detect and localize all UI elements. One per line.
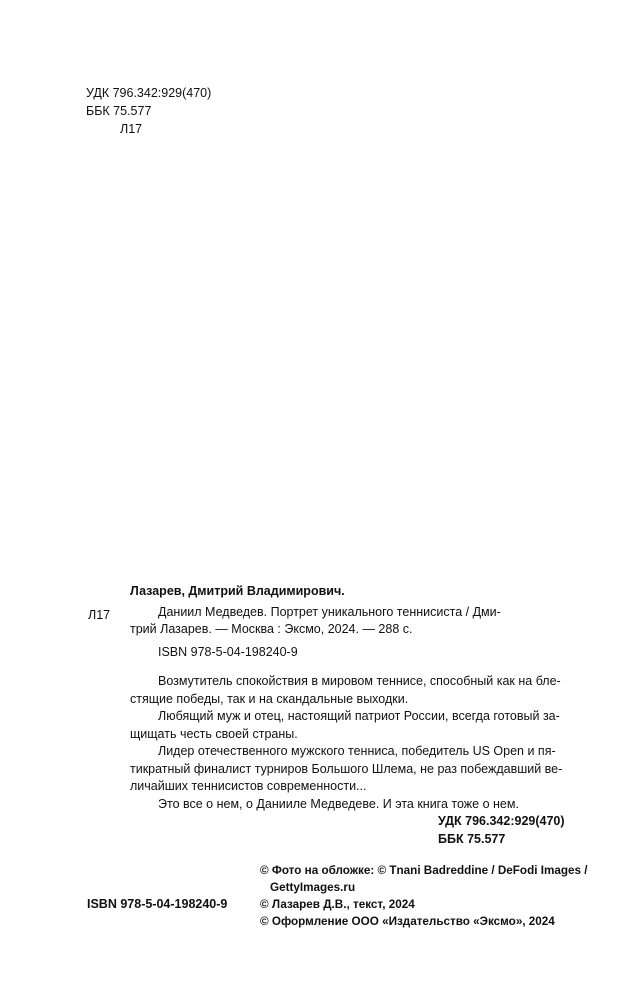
- top-classification: [86, 84, 211, 138]
- copyright-text: © Лазарев Д.В., текст, 2024: [260, 898, 415, 911]
- annotation-line: стящие победы, так и на скандальные выходки.: [130, 691, 409, 706]
- card-bbk: ББК 75.577: [438, 831, 506, 846]
- annotation-line: щищать честь своей страны.: [130, 726, 298, 741]
- udk-index: УДК 796.342:929(470): [86, 86, 212, 100]
- card-udk: УДК 796.342:929(470): [438, 814, 565, 828]
- copyright-photo: © Фото на обложке: © Tnani Badreddine / DeFodi Images /: [260, 864, 588, 877]
- annotation-line: Возмутитель спокойствия в мировом теннисе, способный как на бле-: [158, 674, 561, 688]
- annotation-line: Любящий муж и отец, настоящий патриот России, всегда готовый за-: [158, 709, 560, 723]
- card-isbn: ISBN 978-5-04-198240-9: [158, 644, 298, 659]
- title-line-2: трий Лазарев. — Москва : Эксмо, 2024. — 288 с.: [130, 622, 413, 636]
- annotation-line: Это все о нем, о Данииле Медведеве. И эта книга тоже о нем.: [158, 796, 519, 811]
- author-heading: Лазарев, Дмитрий Владимирович.: [130, 584, 345, 598]
- card-author-mark: Л17: [88, 608, 111, 622]
- copyright-block: [260, 862, 590, 930]
- copyright-design: © Оформление ООО «Издательство «Эксмо», 2024: [260, 915, 555, 928]
- isbn-bottom: ISBN 978-5-04-198240-9: [87, 897, 228, 911]
- annotation-line: Лидер отечественного мужского тенниса, победитель US Open и пя-: [158, 744, 556, 758]
- title-line-1: Даниил Медведев. Портрет уникального теннисиста / Дми-: [158, 604, 501, 619]
- copyright-photo-source: GettyImages.ru: [270, 881, 356, 894]
- bbk-index: ББК 75.577: [86, 104, 152, 118]
- author-mark: Л17: [120, 122, 143, 136]
- annotation-line: тикратный финалист турниров Большого Шлема, не раз побеждавший ве-: [130, 761, 563, 776]
- annotation-line: личайших теннисистов современности...: [130, 779, 367, 793]
- bibliographic-card: [130, 583, 585, 848]
